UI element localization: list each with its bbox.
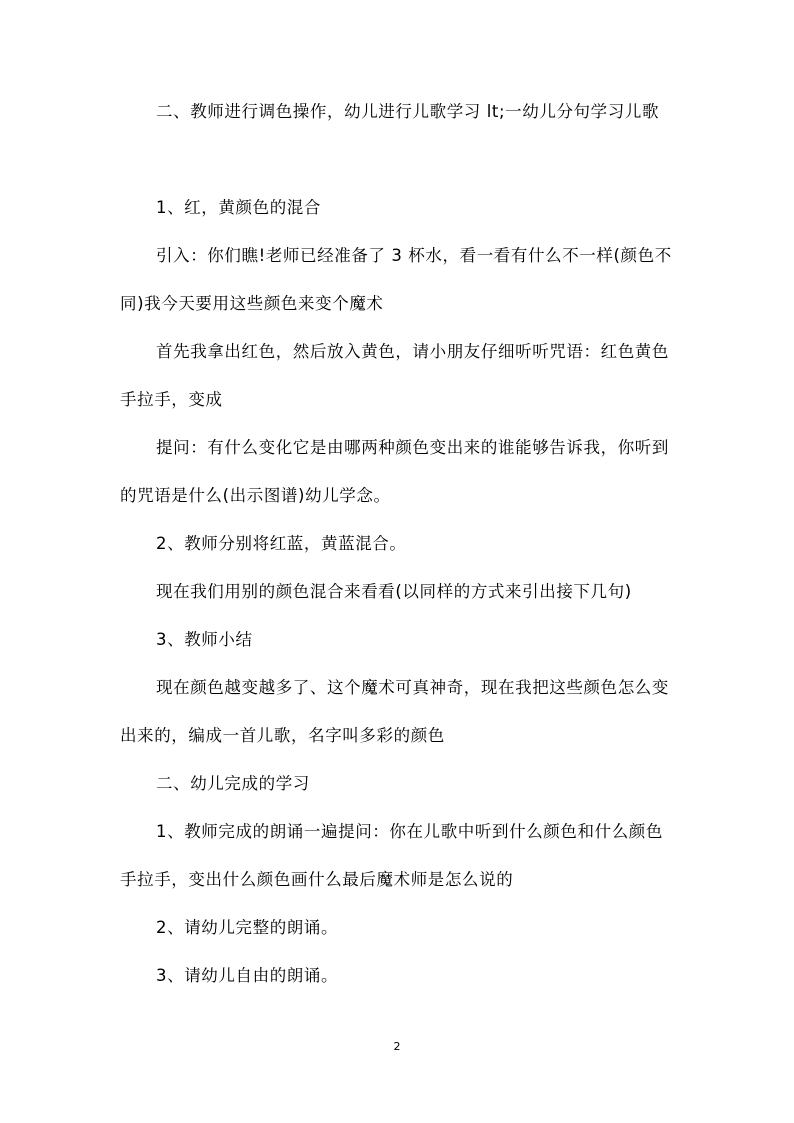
paragraph-summary-text: 现在颜色越变越多了、这个魔术可真神奇，现在我把这些颜色怎么变出来的，编成一首儿歌，名字叫多彩的颜色 bbox=[120, 678, 669, 745]
paragraph-free-recitation: 3、请幼儿自由的朗诵。 bbox=[156, 966, 339, 985]
paragraph-other-colors: 现在我们用别的颜色混合来看看(以同样的方式来引出接下几句) bbox=[156, 582, 632, 601]
page-number: 2 bbox=[393, 1040, 401, 1053]
paragraph-item-1-red-yellow: 1、红，黄颜色的混合 bbox=[156, 198, 321, 217]
paragraph-introduction: 引入：你们瞧!老师已经准备了 3 杯水，看一看有什么不一样(颜色不同)我今天要用这些颜色来变个魔术 bbox=[120, 246, 672, 313]
paragraph-question: 提问：有什么变化它是由哪两种颜色变出来的谁能够告诉我，你听到的咒语是什么(出示图谱)幼儿学念。 bbox=[120, 438, 669, 505]
paragraph-first-mix: 首先我拿出红色，然后放入黄色，请小朋友仔细听听咒语：红色黄色手拉手，变成 bbox=[120, 342, 669, 409]
paragraph-item-2-mix: 2、教师分别将红蓝，黄蓝混合。 bbox=[156, 534, 407, 553]
paragraph-full-recitation: 2、请幼儿完整的朗诵。 bbox=[156, 918, 339, 937]
paragraph-section-two-heading: 二、教师进行调色操作，幼儿进行儿歌学习 lt;一幼儿分句学习儿歌 bbox=[156, 102, 660, 121]
paragraph-recitation-question: 1、教师完成的朗诵一遍提问：你在儿歌中听到什么颜色和什么颜色手拉手，变出什么颜色画什么最后魔术师是怎么说的 bbox=[120, 822, 663, 889]
paragraph-section-two-children: 二、幼儿完成的学习 bbox=[156, 774, 310, 793]
paragraph-item-3-summary: 3、教师小结 bbox=[156, 630, 253, 649]
